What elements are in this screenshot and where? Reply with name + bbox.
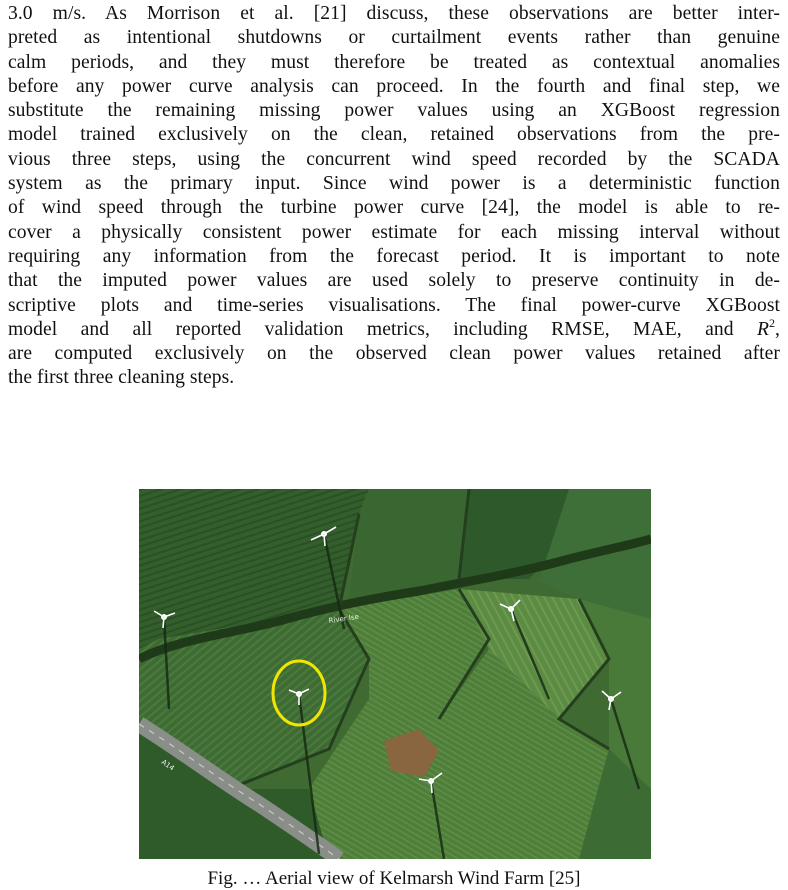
- text-line: 3.0 m/s. As Morrison et al. [21] discuss, these observations are better inter-: [8, 3, 780, 24]
- text-line: cover a physically consistent power estimate for each missing interval without: [8, 221, 780, 243]
- superscript: 2: [768, 315, 776, 330]
- river-label: River Ise: [328, 612, 360, 625]
- text-line: that the imputed power values are used solely to preserve continuity in de-: [8, 270, 780, 292]
- road-label: A14: [159, 758, 176, 773]
- text-line: substitute the remaining missing power values using an XGBoost regression: [8, 100, 780, 122]
- text-line-with-math: [8, 315, 780, 342]
- text-line: model trained exclusively on the clean, retained observations from the pre-: [8, 124, 780, 146]
- text-line: before any power curve analysis can proceed. In the fourth and final step, we: [8, 75, 780, 97]
- text-line: calm periods, and they must therefore be treated as contextual anomalies: [8, 51, 780, 73]
- text-line: system as the primary input. Since wind power is a deterministic function: [8, 173, 780, 195]
- text-line: the first three cleaning steps.: [8, 367, 235, 389]
- text-line: requiring any information from the forecast period. It is important to note: [8, 245, 780, 267]
- text-fragment: model and all reported validation metrics, including RMSE, MAE, and: [8, 318, 734, 340]
- aerial-image: [139, 489, 651, 859]
- text-fragment: ,: [775, 318, 780, 340]
- aerial-wind-farm-figure: [139, 489, 651, 859]
- text-line: are computed exclusively on the observed clean power values retained after: [8, 343, 780, 365]
- figure-caption: Fig. … Aerial view of Kelmarsh Wind Farm [25]: [207, 868, 581, 889]
- text-line: of wind speed through the turbine power curve [24], the model is able to re-: [8, 197, 780, 219]
- body-paragraph: [8, 2, 780, 391]
- r-squared-symbol: R: [756, 318, 769, 340]
- text-line: scriptive plots and time-series visualisations. The final power-curve XGBoost: [8, 294, 780, 316]
- text-line: vious three steps, using the concurrent wind speed recorded by the SCADA: [8, 148, 780, 170]
- text-line: preted as intentional shutdowns or curtailment events rather than genuine: [8, 27, 780, 49]
